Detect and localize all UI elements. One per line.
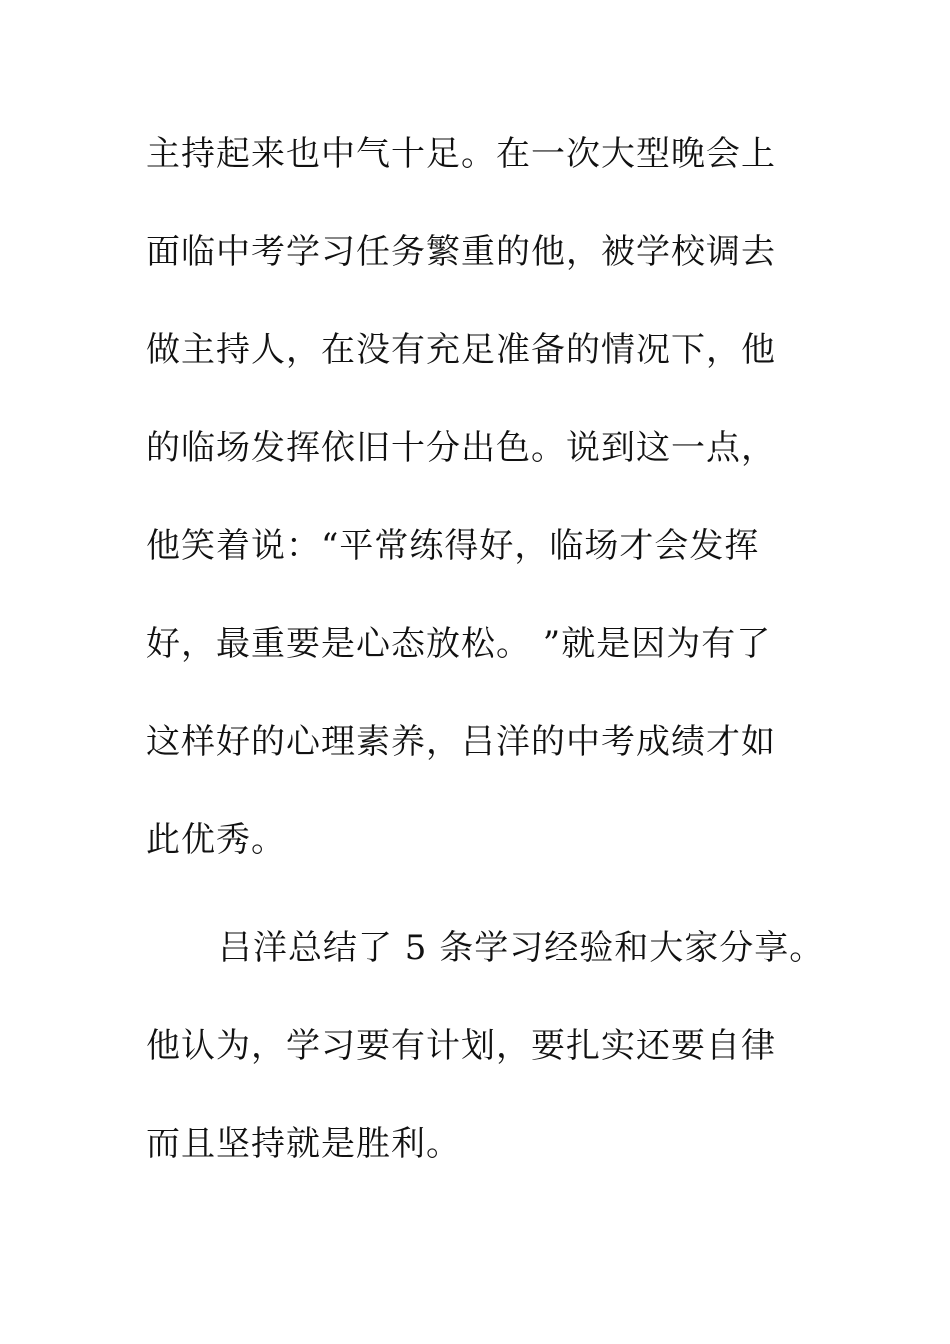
text-line: 的临场发挥依旧十分出色。说到这一点， — [146, 428, 776, 468]
text-line: 他笑着说：“平常练得好，临场才会发挥 — [146, 526, 760, 566]
text-line: 他认为，学习要有计划，要扎实还要自律 — [146, 1026, 776, 1066]
text-line: 而且坚持就是胜利。 — [146, 1124, 461, 1164]
text-line-indented: 吕洋总结了 5 条学习经验和大家分享。 — [218, 928, 825, 968]
text-line: 好，最重要是心态放松。 ”就是因为有了 — [146, 624, 772, 664]
text-line: 这样好的心理素养，吕洋的中考成绩才如 — [146, 722, 776, 762]
text-line: 面临中考学习任务繁重的他，被学校调去 — [146, 232, 776, 272]
text-line: 主持起来也中气十足。在一次大型晚会上 — [146, 134, 776, 174]
text-line: 做主持人，在没有充足准备的情况下，他 — [146, 330, 776, 370]
text-line: 此优秀。 — [146, 820, 286, 860]
